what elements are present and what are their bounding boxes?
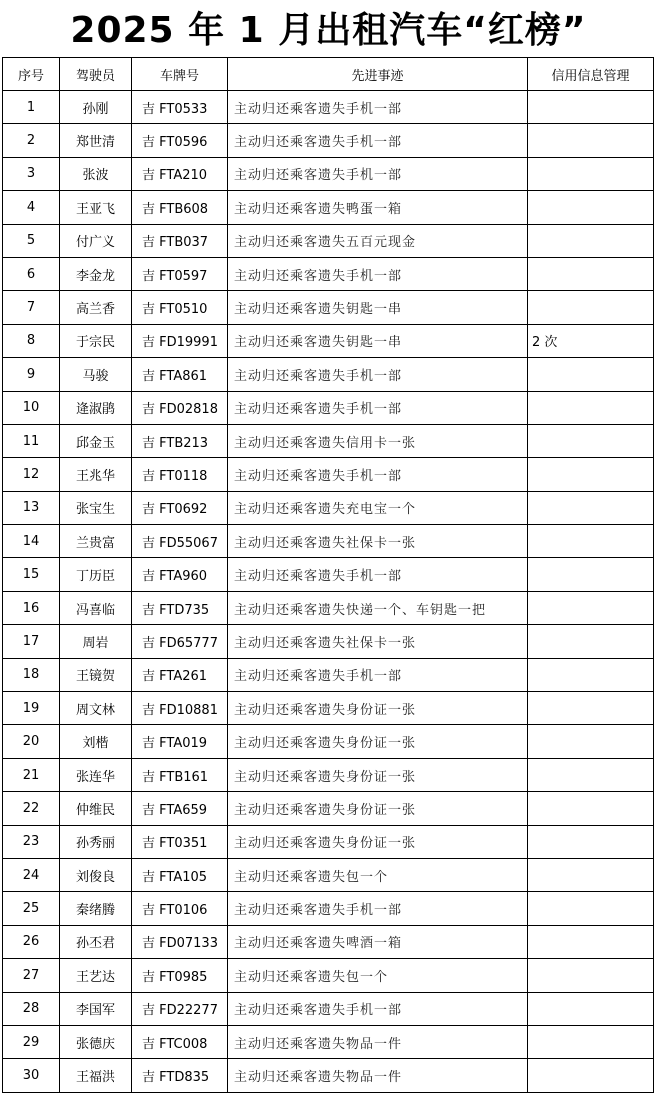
cell-deed: 主动归还乘客遗失五百元现金 bbox=[228, 224, 528, 257]
cell-driver: 刘楷 bbox=[60, 725, 132, 758]
cell-deed: 主动归还乘客遗失手机一部 bbox=[228, 391, 528, 424]
cell-driver: 周岩 bbox=[60, 625, 132, 658]
cell-plate: 吉 FT0510 bbox=[132, 291, 228, 324]
cell-no: 1 bbox=[3, 91, 60, 124]
cell-credit bbox=[528, 424, 654, 457]
cell-deed: 主动归还乘客遗失手机一部 bbox=[228, 458, 528, 491]
cell-plate: 吉 FTA659 bbox=[132, 792, 228, 825]
table-row bbox=[3, 91, 654, 124]
cell-plate: 吉 FD65777 bbox=[132, 625, 228, 658]
cell-no: 24 bbox=[3, 858, 60, 891]
cell-credit: 2 次 bbox=[528, 324, 654, 357]
cell-credit bbox=[528, 591, 654, 624]
cell-no: 8 bbox=[3, 324, 60, 357]
cell-no: 25 bbox=[3, 892, 60, 925]
cell-no: 23 bbox=[3, 825, 60, 858]
cell-credit bbox=[528, 858, 654, 891]
cell-credit bbox=[528, 692, 654, 725]
cell-credit bbox=[528, 725, 654, 758]
cell-driver: 张德庆 bbox=[60, 1025, 132, 1058]
table-row bbox=[3, 658, 654, 691]
cell-deed: 主动归还乘客遗失手机一部 bbox=[228, 358, 528, 391]
cell-no: 12 bbox=[3, 458, 60, 491]
cell-no: 20 bbox=[3, 725, 60, 758]
cell-no: 17 bbox=[3, 625, 60, 658]
cell-driver: 王兆华 bbox=[60, 458, 132, 491]
cell-plate: 吉 FD02818 bbox=[132, 391, 228, 424]
cell-driver: 孙秀丽 bbox=[60, 825, 132, 858]
cell-driver: 王亚飞 bbox=[60, 191, 132, 224]
cell-driver: 张连华 bbox=[60, 758, 132, 791]
table-row bbox=[3, 692, 654, 725]
cell-credit bbox=[528, 1059, 654, 1092]
table-header-row bbox=[3, 58, 654, 91]
table-row bbox=[3, 424, 654, 457]
table-body bbox=[3, 91, 654, 1093]
cell-plate: 吉 FTD735 bbox=[132, 591, 228, 624]
cell-plate: 吉 FTA861 bbox=[132, 358, 228, 391]
cell-driver: 高兰香 bbox=[60, 291, 132, 324]
table-row bbox=[3, 758, 654, 791]
cell-plate: 吉 FT0106 bbox=[132, 892, 228, 925]
cell-driver: 孙刚 bbox=[60, 91, 132, 124]
cell-credit bbox=[528, 291, 654, 324]
cell-credit bbox=[528, 224, 654, 257]
cell-driver: 郑世清 bbox=[60, 124, 132, 157]
cell-deed: 主动归还乘客遗失社保卡一张 bbox=[228, 625, 528, 658]
cell-credit bbox=[528, 758, 654, 791]
cell-no: 2 bbox=[3, 124, 60, 157]
cell-no: 18 bbox=[3, 658, 60, 691]
cell-no: 28 bbox=[3, 992, 60, 1025]
cell-credit bbox=[528, 892, 654, 925]
cell-credit bbox=[528, 358, 654, 391]
cell-deed: 主动归还乘客遗失身份证一张 bbox=[228, 758, 528, 791]
cell-plate: 吉 FT0597 bbox=[132, 257, 228, 290]
cell-driver: 李金龙 bbox=[60, 257, 132, 290]
cell-deed: 主动归还乘客遗失手机一部 bbox=[228, 558, 528, 591]
cell-no: 22 bbox=[3, 792, 60, 825]
table-row bbox=[3, 825, 654, 858]
cell-deed: 主动归还乘客遗失身份证一张 bbox=[228, 725, 528, 758]
cell-deed: 主动归还乘客遗失鸭蛋一箱 bbox=[228, 191, 528, 224]
column-header-deed: 先进事迹 bbox=[228, 58, 528, 91]
cell-no: 19 bbox=[3, 692, 60, 725]
cell-plate: 吉 FT0985 bbox=[132, 959, 228, 992]
cell-no: 14 bbox=[3, 525, 60, 558]
table-row bbox=[3, 124, 654, 157]
cell-plate: 吉 FTB608 bbox=[132, 191, 228, 224]
cell-deed: 主动归还乘客遗失信用卡一张 bbox=[228, 424, 528, 457]
cell-credit bbox=[528, 257, 654, 290]
table-row bbox=[3, 892, 654, 925]
cell-credit bbox=[528, 992, 654, 1025]
cell-plate: 吉 FTA105 bbox=[132, 858, 228, 891]
cell-credit bbox=[528, 558, 654, 591]
cell-deed: 主动归还乘客遗失充电宝一个 bbox=[228, 491, 528, 524]
cell-deed: 主动归还乘客遗失手机一部 bbox=[228, 892, 528, 925]
cell-deed: 主动归还乘客遗失社保卡一张 bbox=[228, 525, 528, 558]
column-header-credit: 信用信息管理 bbox=[528, 58, 654, 91]
table-row bbox=[3, 525, 654, 558]
cell-plate: 吉 FT0533 bbox=[132, 91, 228, 124]
cell-plate: 吉 FT0351 bbox=[132, 825, 228, 858]
cell-plate: 吉 FT0118 bbox=[132, 458, 228, 491]
cell-driver: 冯喜临 bbox=[60, 591, 132, 624]
table-row bbox=[3, 191, 654, 224]
table-row bbox=[3, 257, 654, 290]
cell-credit bbox=[528, 491, 654, 524]
cell-driver: 李国军 bbox=[60, 992, 132, 1025]
cell-no: 6 bbox=[3, 257, 60, 290]
cell-driver: 王艺达 bbox=[60, 959, 132, 992]
table-row bbox=[3, 992, 654, 1025]
cell-driver: 刘俊良 bbox=[60, 858, 132, 891]
cell-plate: 吉 FD10881 bbox=[132, 692, 228, 725]
page-title: 2025 年 1 月出租汽车“红榜” bbox=[70, 10, 587, 51]
table-row bbox=[3, 157, 654, 190]
cell-plate: 吉 FTC008 bbox=[132, 1025, 228, 1058]
cell-plate: 吉 FTA960 bbox=[132, 558, 228, 591]
cell-deed: 主动归还乘客遗失物品一件 bbox=[228, 1025, 528, 1058]
column-header-plate: 车牌号 bbox=[132, 58, 228, 91]
cell-no: 5 bbox=[3, 224, 60, 257]
cell-credit bbox=[528, 525, 654, 558]
cell-credit bbox=[528, 91, 654, 124]
cell-credit bbox=[528, 825, 654, 858]
cell-credit bbox=[528, 458, 654, 491]
cell-credit bbox=[528, 157, 654, 190]
cell-credit bbox=[528, 959, 654, 992]
cell-no: 27 bbox=[3, 959, 60, 992]
column-header-driver: 驾驶员 bbox=[60, 58, 132, 91]
cell-driver: 邱金玉 bbox=[60, 424, 132, 457]
column-header-no: 序号 bbox=[3, 58, 60, 91]
cell-driver: 兰贵富 bbox=[60, 525, 132, 558]
cell-driver: 张宝生 bbox=[60, 491, 132, 524]
cell-no: 16 bbox=[3, 591, 60, 624]
cell-no: 30 bbox=[3, 1059, 60, 1092]
cell-plate: 吉 FT0692 bbox=[132, 491, 228, 524]
cell-deed: 主动归还乘客遗失手机一部 bbox=[228, 658, 528, 691]
cell-driver: 马骏 bbox=[60, 358, 132, 391]
cell-credit bbox=[528, 658, 654, 691]
cell-no: 3 bbox=[3, 157, 60, 190]
cell-no: 21 bbox=[3, 758, 60, 791]
cell-deed: 主动归还乘客遗失快递一个、车钥匙一把 bbox=[228, 591, 528, 624]
cell-credit bbox=[528, 391, 654, 424]
table-row bbox=[3, 959, 654, 992]
cell-deed: 主动归还乘客遗失包一个 bbox=[228, 959, 528, 992]
cell-deed: 主动归还乘客遗失手机一部 bbox=[228, 91, 528, 124]
cell-deed: 主动归还乘客遗失手机一部 bbox=[228, 124, 528, 157]
cell-credit bbox=[528, 792, 654, 825]
cell-plate: 吉 FD55067 bbox=[132, 525, 228, 558]
cell-plate: 吉 FD19991 bbox=[132, 324, 228, 357]
cell-plate: 吉 FTA261 bbox=[132, 658, 228, 691]
cell-driver: 张波 bbox=[60, 157, 132, 190]
cell-deed: 主动归还乘客遗失钥匙一串 bbox=[228, 324, 528, 357]
cell-plate: 吉 FT0596 bbox=[132, 124, 228, 157]
table-row bbox=[3, 858, 654, 891]
cell-credit bbox=[528, 925, 654, 958]
cell-driver: 付广义 bbox=[60, 224, 132, 257]
cell-driver: 王福洪 bbox=[60, 1059, 132, 1092]
table-row bbox=[3, 725, 654, 758]
cell-no: 4 bbox=[3, 191, 60, 224]
cell-plate: 吉 FD07133 bbox=[132, 925, 228, 958]
cell-plate: 吉 FD22277 bbox=[132, 992, 228, 1025]
cell-credit bbox=[528, 1025, 654, 1058]
cell-no: 13 bbox=[3, 491, 60, 524]
cell-driver: 王镜贺 bbox=[60, 658, 132, 691]
cell-no: 9 bbox=[3, 358, 60, 391]
cell-driver: 丁历臣 bbox=[60, 558, 132, 591]
table-row bbox=[3, 925, 654, 958]
cell-no: 29 bbox=[3, 1025, 60, 1058]
cell-plate: 吉 FTB213 bbox=[132, 424, 228, 457]
cell-deed: 主动归还乘客遗失钥匙一串 bbox=[228, 291, 528, 324]
cell-driver: 周文林 bbox=[60, 692, 132, 725]
cell-plate: 吉 FTA210 bbox=[132, 157, 228, 190]
cell-deed: 主动归还乘客遗失啤酒一箱 bbox=[228, 925, 528, 958]
table-row bbox=[3, 291, 654, 324]
table-row bbox=[3, 391, 654, 424]
cell-driver: 仲维民 bbox=[60, 792, 132, 825]
table-row bbox=[3, 1025, 654, 1058]
table-row bbox=[3, 358, 654, 391]
cell-driver: 秦绪腾 bbox=[60, 892, 132, 925]
cell-driver: 于宗民 bbox=[60, 324, 132, 357]
table-row bbox=[3, 558, 654, 591]
cell-no: 7 bbox=[3, 291, 60, 324]
cell-plate: 吉 FTB161 bbox=[132, 758, 228, 791]
red-list-table bbox=[2, 57, 654, 1093]
cell-deed: 主动归还乘客遗失物品一件 bbox=[228, 1059, 528, 1092]
cell-deed: 主动归还乘客遗失身份证一张 bbox=[228, 792, 528, 825]
cell-deed: 主动归还乘客遗失手机一部 bbox=[228, 157, 528, 190]
cell-credit bbox=[528, 124, 654, 157]
cell-driver: 孙丕君 bbox=[60, 925, 132, 958]
cell-no: 26 bbox=[3, 925, 60, 958]
cell-driver: 逄淑鹃 bbox=[60, 391, 132, 424]
table-row bbox=[3, 458, 654, 491]
table-row bbox=[3, 792, 654, 825]
cell-no: 10 bbox=[3, 391, 60, 424]
cell-plate: 吉 FTA019 bbox=[132, 725, 228, 758]
table-row bbox=[3, 491, 654, 524]
cell-no: 11 bbox=[3, 424, 60, 457]
table-row bbox=[3, 625, 654, 658]
table-row bbox=[3, 591, 654, 624]
cell-no: 15 bbox=[3, 558, 60, 591]
table-row bbox=[3, 1059, 654, 1092]
cell-deed: 主动归还乘客遗失包一个 bbox=[228, 858, 528, 891]
table-row bbox=[3, 224, 654, 257]
cell-deed: 主动归还乘客遗失身份证一张 bbox=[228, 825, 528, 858]
cell-plate: 吉 FTB037 bbox=[132, 224, 228, 257]
cell-deed: 主动归还乘客遗失手机一部 bbox=[228, 992, 528, 1025]
cell-deed: 主动归还乘客遗失手机一部 bbox=[228, 257, 528, 290]
cell-deed: 主动归还乘客遗失身份证一张 bbox=[228, 692, 528, 725]
cell-credit bbox=[528, 625, 654, 658]
cell-credit bbox=[528, 191, 654, 224]
table-row bbox=[3, 324, 654, 357]
cell-plate: 吉 FTD835 bbox=[132, 1059, 228, 1092]
